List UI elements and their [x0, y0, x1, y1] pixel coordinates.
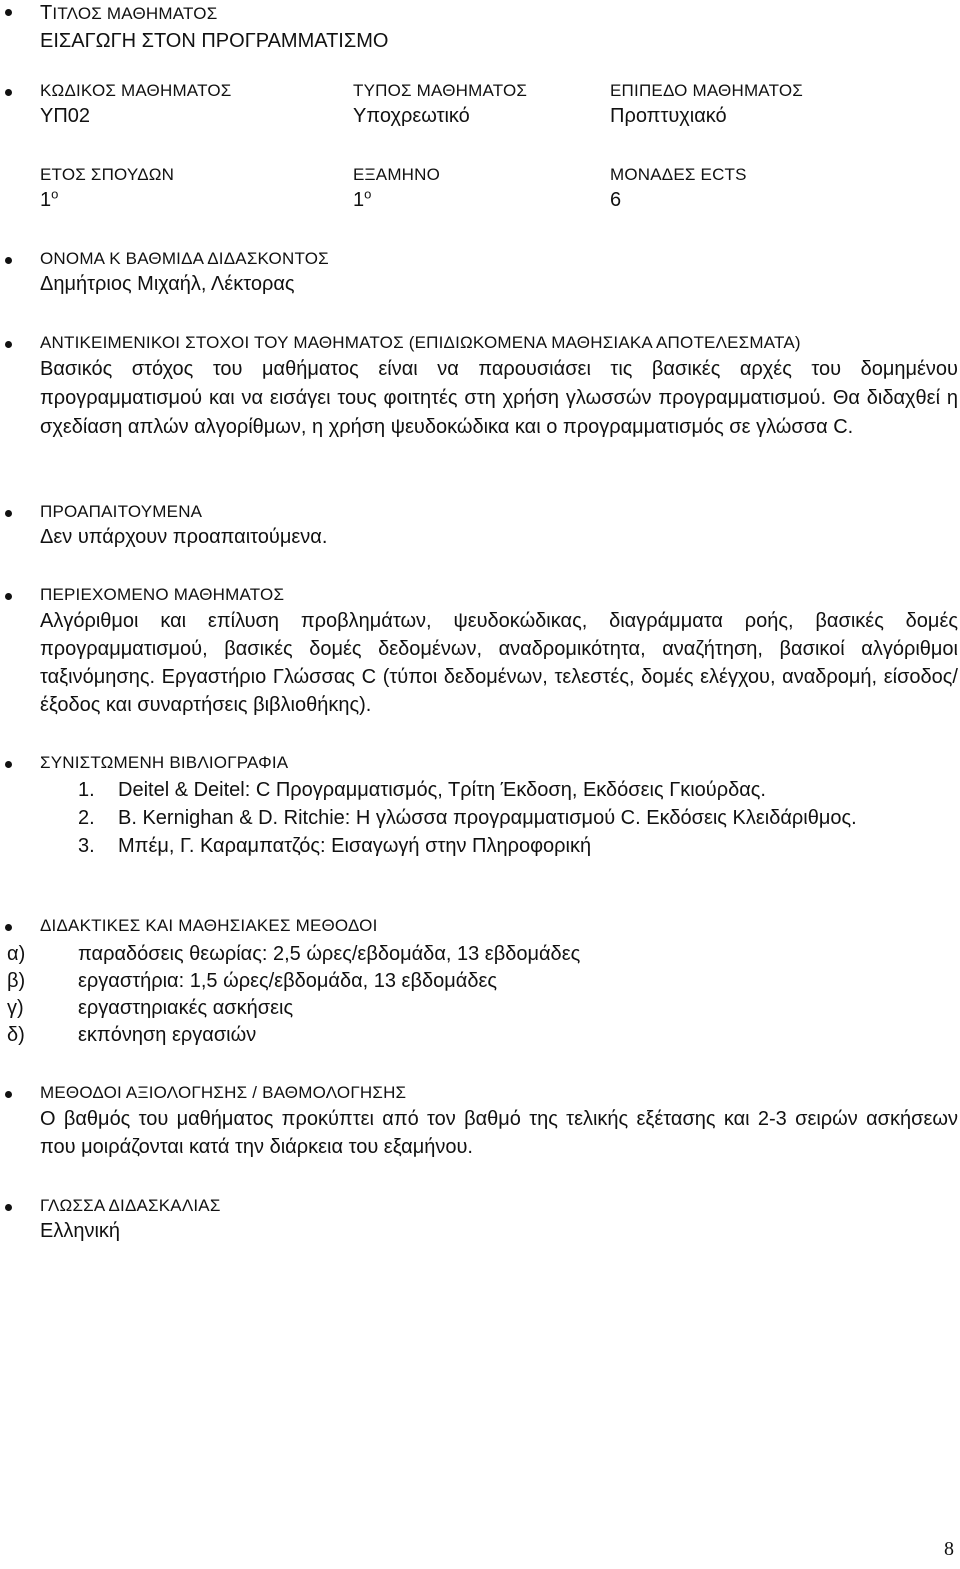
bibliography-label: ΣΥΝΙΣΤΩΜΕΝΗ ΒΙΒΛΙΟΓΡΑΦΙΑ [40, 753, 289, 772]
bullet-icon [5, 257, 12, 264]
semester-label: ΕΞΑΜΗΝΟ [353, 165, 441, 184]
teaching-method-item: β) εργαστήρια: 1,5 ώρες/εβδομάδα, 13 εβδομάδες [7, 970, 498, 992]
semester-field [353, 164, 440, 214]
ects-value: 6 [610, 188, 622, 211]
assessment-label: ΜΕΘΟΔΟΙ ΑΞΙΟΛΟΓΗΣΗΣ / ΒΑΘΜΟΛΟΓΗΣΗΣ [40, 1083, 407, 1102]
language-label: ΓΛΩΣΣΑ ΔΙΔΑΣΚΑΛΙΑΣ [40, 1196, 221, 1215]
course-type-field [353, 80, 527, 130]
bullet-icon [5, 341, 12, 348]
bullet-icon [5, 1204, 12, 1211]
course-level-field [610, 80, 803, 130]
course-title-value: ΕΙΣΑΓΩΓΗ ΣΤΟΝ ΠΡΟΓΡΑΜΜΑΤΙΣΜΟ [40, 30, 389, 52]
bullet-icon [5, 9, 12, 16]
contents-text: Αλγόριθμοι και επίλυση προβλημάτων, ψευδοκώδικας, διαγράμματα ροής, βασικές δομές προγραμματισμού, βασικές δομές δεδομένων, αναδρομικότητα, αναζήτηση, βασικοί αλγόριθμοι ταξινόμησης. Εργαστήριο Γλώσσας C (τύποι δεδομένων, τελεστές, δομές ελέγχου, αναδρομή, είσοδος/έξοδος και συναρτήσεις βιβλιοθήκης). [40, 609, 958, 716]
course-type-value: Υποχρεωτικό [353, 104, 470, 127]
course-level-value: Προπτυχιακό [610, 104, 727, 127]
bullet-icon [5, 761, 12, 768]
course-code-field [40, 80, 232, 130]
teaching-method-item: δ) εκπόνηση εργασιών [7, 1024, 257, 1046]
course-code-label: ΚΩΔΙΚΟΣ ΜΑΘΗΜΑΤΟΣ [40, 81, 232, 100]
prerequisites-value: Δεν υπάρχουν προαπαιτούμενα. [40, 525, 328, 548]
bullet-icon [5, 510, 12, 517]
objectives-text: Βασικός στόχος του μαθήματος είναι να παρουσιάσει τις βασικές αρχές του δομημένου προγραμματισμού και να εισάγει τους φοιτητές στη χρήση γλωσσών προγραμματισμού. Θα διδαχθεί η σχεδίαση απλών αλγορίθμων, η χρήση ψευδοκώδικα και ο προγραμματισμός σε γλώσσα C. [40, 357, 958, 438]
study-year-field [40, 164, 174, 214]
bibliography-item: 1. Deitel & Deitel: C Προγραμματισμός, Τρίτη Έκδοση, Εκδόσεις Γκιούρδας. [78, 778, 766, 801]
bibliography-item: 3. Μπέμ, Γ. Καραμπατζός: Εισαγωγή στην Πληροφορική [78, 834, 592, 857]
objectives-label: ΑΝΤΙΚΕΙΜΕΝΙΚΟΙ ΣΤΟΧΟΙ ΤΟΥ ΜΑΘΗΜΑΤΟΣ (ΕΠΙΔΙΩΚΟΜΕΝΑ ΜΑΘΗΣΙΑΚΑ ΑΠΟΤΕΛΕΣΜΑΤΑ) [40, 333, 801, 352]
teaching-method-item: γ) εργαστηριακές ασκήσεις [7, 997, 294, 1019]
instructor-label: ΟΝΟΜΑ Κ ΒΑΘΜΙΔΑ ΔΙΔΑΣΚΟΝΤΟΣ [40, 249, 329, 268]
contents-label: ΠΕΡΙΕΧΟΜΕΝΟ ΜΑΘΗΜΑΤΟΣ [40, 585, 285, 604]
language-value: Ελληνική [40, 1219, 121, 1242]
bullet-icon [5, 924, 12, 931]
course-code-value: ΥΠ02 [40, 104, 91, 127]
study-year-label: ΕΤΟΣ ΣΠΟΥΔΩΝ [40, 165, 175, 184]
assessment-text: Ο βαθμός του μαθήματος προκύπτει από τον βαθμό της τελικής εξέτασης και 2-3 σειρών ασκήσεων που μοιράζονται κατά την διάρκεια του εξαμήνου. [40, 1107, 958, 1158]
bibliography-item: 2. B. Kernighan & D. Ritchie: Η γλώσσα προγραμματισμού C. Εκδόσεις Κλειδάριθμος. [78, 806, 857, 829]
bullet-icon [5, 593, 12, 600]
course-title-label: ΤΙΤΛΟΣ ΜΑΘΗΜΑΤΟΣ [40, 2, 218, 24]
ects-label: ΜΟΝΑΔΕΣ ECTS [610, 165, 747, 184]
bullet-icon [5, 89, 12, 96]
teaching-methods-label: ΔΙΔΑΚΤΙΚΕΣ ΚΑΙ ΜΑΘΗΣΙΑΚΕΣ ΜΕΘΟΔΟΙ [40, 916, 378, 935]
teaching-methods-list [0, 941, 958, 1049]
study-year-value: $1^o$ [40, 186, 59, 211]
prerequisites-label: ΠΡΟΑΠΑΙΤΟΥΜΕΝΑ [40, 502, 203, 521]
page-number: 8 [944, 1538, 954, 1560]
teaching-method-item: α) παραδόσεις θεωρίας: 2,5 ώρες/εβδομάδα, 13 εβδομάδες [7, 943, 581, 965]
semester-value: $1^o$ [353, 186, 372, 211]
course-type-label: ΤΥΠΟΣ ΜΑΘΗΜΑΤΟΣ [353, 81, 528, 100]
course-level-label: ΕΠΙΠΕΔΟ ΜΑΘΗΜΑΤΟΣ [610, 81, 803, 100]
instructor-value: Δημήτριος Μιχαήλ, Λέκτορας [40, 272, 295, 295]
bullet-icon [5, 1091, 12, 1098]
ects-field [610, 164, 747, 214]
